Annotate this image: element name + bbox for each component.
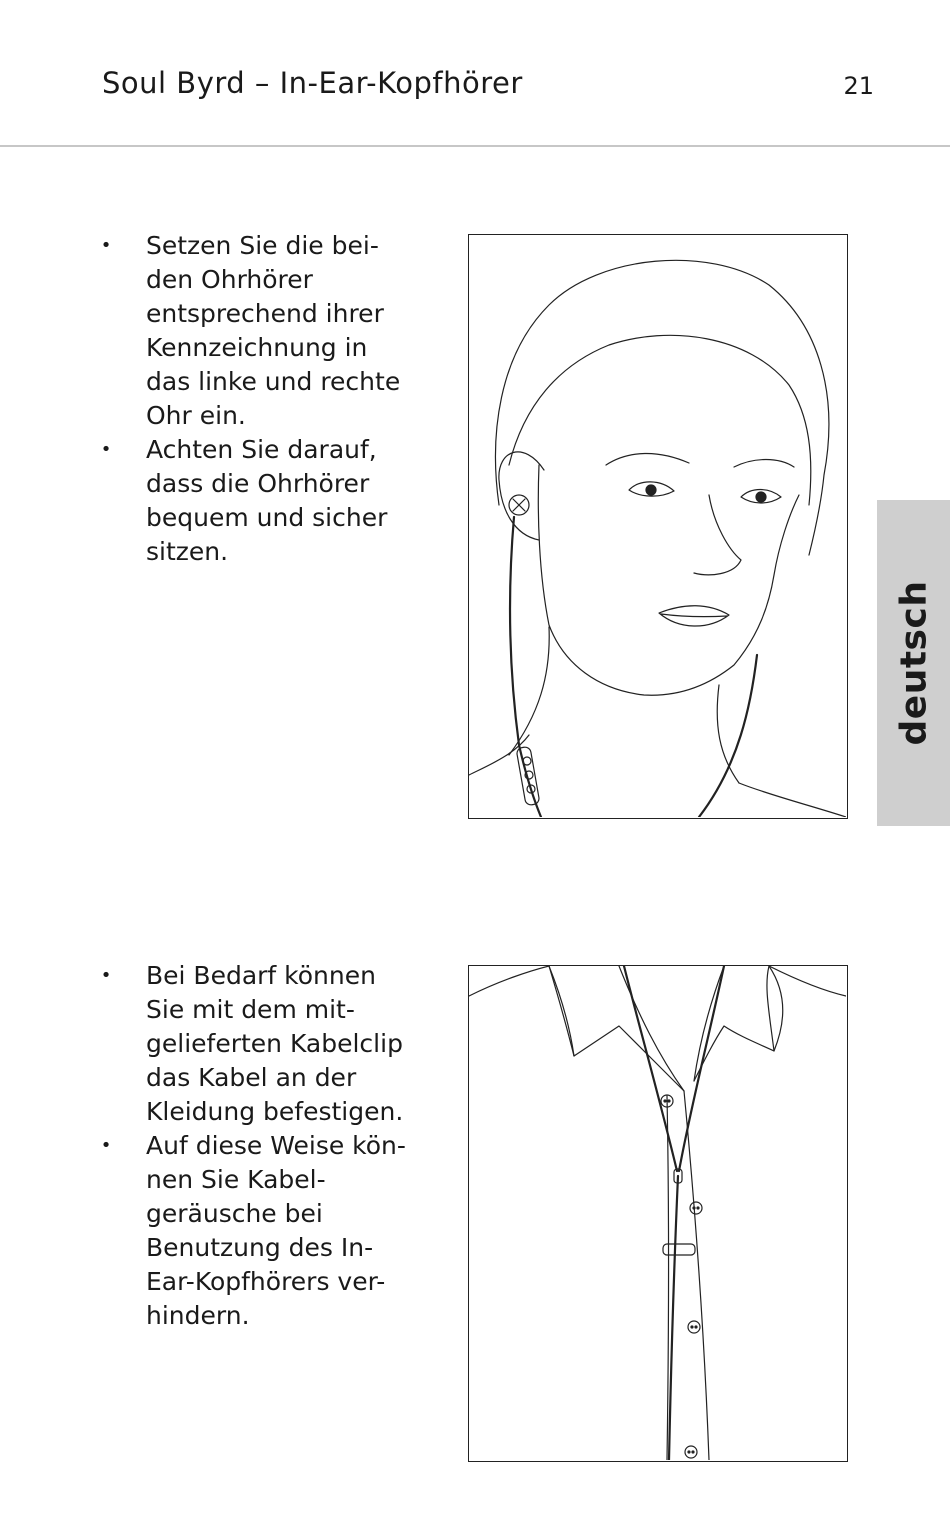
page-number: 21: [843, 72, 874, 100]
shirt-button-icon: [688, 1321, 700, 1333]
text-line: Kennzeichnung in: [146, 333, 368, 362]
shoulder-right: [739, 783, 846, 817]
text-line: Ohr ein.: [146, 401, 246, 430]
ear: [499, 452, 544, 540]
left-eyebrow: [606, 453, 689, 465]
illustration-face-with-earphones: [468, 234, 848, 819]
neck-opening: [619, 966, 724, 1091]
bullet-icon: •: [100, 965, 112, 986]
lips: [659, 606, 729, 626]
bullet-icon: •: [100, 439, 112, 460]
text-line: Bei Bedarf können: [146, 961, 376, 990]
placket-left: [667, 1096, 669, 1460]
text-line: dass die Ohrhörer: [146, 469, 370, 498]
bullet-icon: •: [100, 1135, 112, 1156]
text-line: hindern.: [146, 1301, 250, 1330]
collar-left: [469, 966, 549, 996]
list-item: [100, 959, 450, 1129]
text-line: gelieferten Kabelclip: [146, 1029, 403, 1058]
bullet-icon: •: [100, 235, 112, 256]
text-line: nen Sie Kabel-: [146, 1165, 326, 1194]
header-divider: [0, 145, 950, 147]
language-tab-label: deutsch: [893, 580, 934, 746]
language-tab: [877, 500, 950, 826]
cable-clip-icon: [663, 1244, 695, 1255]
instructions-list-wearing: [100, 229, 450, 569]
text-line: den Ohrhörer: [146, 265, 313, 294]
text-line: entsprechend ihrer: [146, 299, 384, 328]
list-item: [100, 1129, 450, 1333]
text-line: sitzen.: [146, 537, 229, 566]
instructions-list-cable-clip: [100, 959, 450, 1333]
text-line: Achten Sie darauf,: [146, 435, 377, 464]
illustration-shirt-with-cable-clip: [468, 965, 848, 1462]
text-line: Sie mit dem mit-: [146, 995, 355, 1024]
list-item: [100, 229, 450, 433]
text-line: das linke und rechte: [146, 367, 401, 396]
list-item: [100, 433, 450, 569]
cable-right: [699, 655, 757, 817]
head-outline: [496, 260, 829, 555]
placket-right: [684, 1091, 709, 1460]
text-line: Setzen Sie die bei-: [146, 231, 379, 260]
page-header-title: Soul Byrd – In-Ear-Kopfhörer: [102, 66, 523, 100]
text-line: Auf diese Weise kön-: [146, 1131, 406, 1160]
shirt-button-icon: [685, 1446, 697, 1458]
cable: [624, 966, 724, 1460]
collar-point-left: [549, 966, 684, 1091]
text-line: das Kabel an der: [146, 1063, 357, 1092]
nose: [694, 495, 741, 575]
text-line: Benutzung des In-: [146, 1233, 374, 1262]
text-line: bequem und sicher: [146, 503, 388, 532]
right-eyebrow: [734, 460, 794, 468]
text-line: geräusche bei: [146, 1199, 323, 1228]
shirt-button-icon: [690, 1202, 702, 1214]
text-line: Kleidung befestigen.: [146, 1097, 404, 1126]
hairline: [509, 335, 811, 505]
text-line: Ear-Kopfhörers ver-: [146, 1267, 386, 1296]
